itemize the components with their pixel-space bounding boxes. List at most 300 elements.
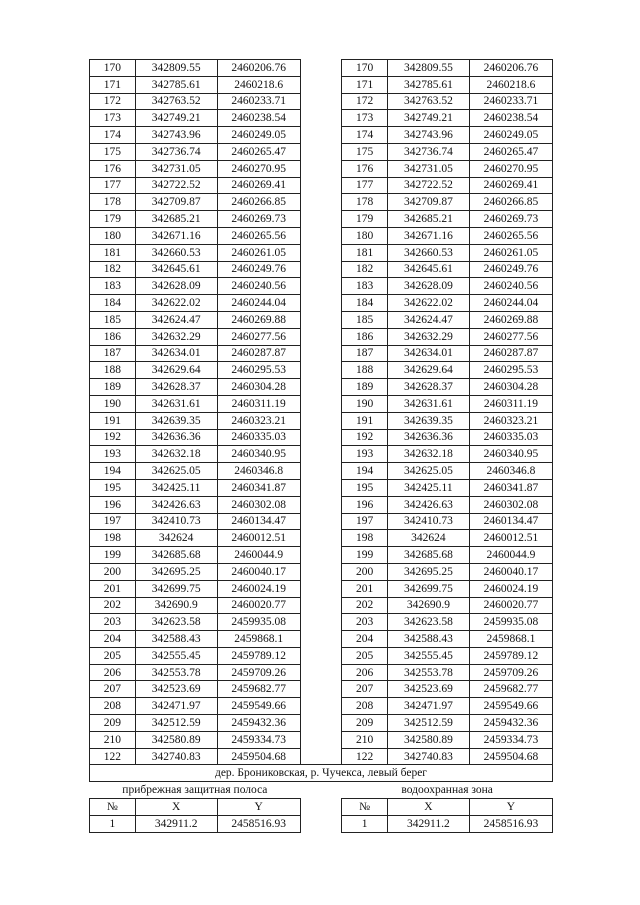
left-point-number: 207	[90, 681, 136, 698]
right-point-number: 207	[342, 681, 388, 698]
column-gap	[300, 110, 342, 127]
right-y-coordinate: 2460266.85	[469, 194, 552, 211]
right-x-coordinate: 342809.55	[387, 60, 469, 77]
left-section-heading: прибрежная защитная полоса	[90, 782, 301, 799]
left-x-coordinate: 342623.58	[135, 614, 217, 631]
right-x-coordinate: 342623.58	[387, 614, 469, 631]
right-section-heading: водоохранная зона	[342, 782, 553, 799]
left-y-coordinate: 2460269.41	[217, 177, 300, 194]
left-y-coordinate: 2460134.47	[217, 513, 300, 530]
right-point-number: 194	[342, 463, 388, 480]
column-gap	[300, 93, 342, 110]
left-y-coordinate: 2460302.08	[217, 496, 300, 513]
left-y-coordinate: 2460020.77	[217, 597, 300, 614]
table-row	[90, 429, 553, 446]
right-y-coordinate: 2459789.12	[469, 647, 552, 664]
left-point-number: 172	[90, 93, 136, 110]
left-point-number: 195	[90, 479, 136, 496]
left-x-coordinate: 342645.61	[135, 261, 217, 278]
right-y-coordinate: 2460240.56	[469, 278, 552, 295]
left-point-number: 188	[90, 362, 136, 379]
left-y-coordinate: 2460244.04	[217, 295, 300, 312]
table-row	[90, 530, 553, 547]
left-y-coordinate: 2460266.85	[217, 194, 300, 211]
right-y-coordinate: 2460269.41	[469, 177, 552, 194]
right-y-coordinate: 2460134.47	[469, 513, 552, 530]
left-point-number: 196	[90, 496, 136, 513]
right-point-number: 186	[342, 328, 388, 345]
left-point-number: 174	[90, 127, 136, 144]
right-x-coordinate: 342743.96	[387, 127, 469, 144]
right-x-coordinate: 342736.74	[387, 143, 469, 160]
right-x-coordinate: 342709.87	[387, 194, 469, 211]
left-col-x-header: X	[135, 799, 217, 816]
right-point-number: 183	[342, 278, 388, 295]
left-y-coordinate: 2460012.51	[217, 530, 300, 547]
column-gap	[300, 278, 342, 295]
column-gap	[300, 295, 342, 312]
right-point-number: 170	[342, 60, 388, 77]
right-point-number: 208	[342, 698, 388, 715]
right-point-number: 179	[342, 211, 388, 228]
right-first-number: 1	[342, 815, 388, 832]
right-point-number: 203	[342, 614, 388, 631]
left-x-coordinate: 342471.97	[135, 698, 217, 715]
table-row	[90, 496, 553, 513]
left-y-coordinate: 2460311.19	[217, 395, 300, 412]
right-y-coordinate: 2460024.19	[469, 580, 552, 597]
left-y-coordinate: 2460277.56	[217, 328, 300, 345]
right-x-coordinate: 342631.61	[387, 395, 469, 412]
right-point-number: 178	[342, 194, 388, 211]
right-y-coordinate: 2460206.76	[469, 60, 552, 77]
column-gap	[300, 194, 342, 211]
table-row	[90, 278, 553, 295]
right-y-coordinate: 2459682.77	[469, 681, 552, 698]
left-point-number: 206	[90, 664, 136, 681]
left-point-number: 199	[90, 547, 136, 564]
left-point-number: 183	[90, 278, 136, 295]
left-point-number: 202	[90, 597, 136, 614]
right-x-coordinate: 342588.43	[387, 631, 469, 648]
right-y-coordinate: 2460311.19	[469, 395, 552, 412]
left-y-coordinate: 2460295.53	[217, 362, 300, 379]
column-gap	[300, 563, 342, 580]
left-x-coordinate: 342749.21	[135, 110, 217, 127]
right-y-coordinate: 2460044.9	[469, 547, 552, 564]
left-x-coordinate: 342743.96	[135, 127, 217, 144]
left-y-coordinate: 2459432.36	[217, 715, 300, 732]
right-point-number: 191	[342, 412, 388, 429]
column-gap	[300, 311, 342, 328]
right-point-number: 200	[342, 563, 388, 580]
left-y-coordinate: 2459504.68	[217, 748, 300, 765]
table-row	[90, 160, 553, 177]
right-point-number: 199	[342, 547, 388, 564]
right-point-number: 197	[342, 513, 388, 530]
right-y-coordinate: 2460287.87	[469, 345, 552, 362]
right-x-coordinate: 342512.59	[387, 715, 469, 732]
right-point-number: 182	[342, 261, 388, 278]
left-x-coordinate: 342690.9	[135, 597, 217, 614]
right-x-coordinate: 342749.21	[387, 110, 469, 127]
left-y-coordinate: 2460024.19	[217, 580, 300, 597]
column-gap	[300, 631, 342, 648]
column-gap	[300, 127, 342, 144]
right-x-coordinate: 342625.05	[387, 463, 469, 480]
table-row	[90, 93, 553, 110]
right-x-coordinate: 342632.18	[387, 446, 469, 463]
right-x-coordinate: 342629.64	[387, 362, 469, 379]
left-x-coordinate: 342671.16	[135, 227, 217, 244]
left-first-x: 342911.2	[135, 815, 217, 832]
column-gap	[300, 597, 342, 614]
left-point-number: 189	[90, 379, 136, 396]
right-y-coordinate: 2460020.77	[469, 597, 552, 614]
left-y-coordinate: 2460340.95	[217, 446, 300, 463]
left-y-coordinate: 2460249.05	[217, 127, 300, 144]
left-point-number: 173	[90, 110, 136, 127]
left-point-number: 184	[90, 295, 136, 312]
left-col-number-header: №	[90, 799, 136, 816]
left-point-number: 190	[90, 395, 136, 412]
left-y-coordinate: 2460323.21	[217, 412, 300, 429]
table-row	[90, 311, 553, 328]
right-y-coordinate: 2460269.73	[469, 211, 552, 228]
right-y-coordinate: 2459334.73	[469, 731, 552, 748]
right-point-number: 205	[342, 647, 388, 664]
right-y-coordinate: 2460218.6	[469, 76, 552, 93]
right-point-number: 210	[342, 731, 388, 748]
table-row	[90, 211, 553, 228]
table-row	[90, 479, 553, 496]
right-x-coordinate: 342622.02	[387, 295, 469, 312]
right-point-number: 176	[342, 160, 388, 177]
left-point-number: 191	[90, 412, 136, 429]
left-x-coordinate: 342622.02	[135, 295, 217, 312]
left-first-y: 2458516.93	[217, 815, 300, 832]
table-row	[90, 647, 553, 664]
column-gap	[300, 547, 342, 564]
left-y-coordinate: 2460269.88	[217, 311, 300, 328]
right-point-number: 198	[342, 530, 388, 547]
column-gap	[300, 530, 342, 547]
right-x-coordinate: 342690.9	[387, 597, 469, 614]
right-x-coordinate: 342636.36	[387, 429, 469, 446]
column-gap	[300, 496, 342, 513]
left-y-coordinate: 2459709.26	[217, 664, 300, 681]
column-gap	[300, 715, 342, 732]
left-point-number: 182	[90, 261, 136, 278]
left-y-coordinate: 2460265.56	[217, 227, 300, 244]
table-row	[90, 463, 553, 480]
table-row	[90, 60, 553, 77]
left-x-coordinate: 342553.78	[135, 664, 217, 681]
right-y-coordinate: 2460346.8	[469, 463, 552, 480]
left-x-coordinate: 342695.25	[135, 563, 217, 580]
left-point-number: 178	[90, 194, 136, 211]
table-row	[90, 227, 553, 244]
left-point-number: 177	[90, 177, 136, 194]
left-point-number: 193	[90, 446, 136, 463]
left-col-y-header: Y	[217, 799, 300, 816]
left-point-number: 197	[90, 513, 136, 530]
column-gap	[300, 580, 342, 597]
left-point-number: 201	[90, 580, 136, 597]
left-point-number: 208	[90, 698, 136, 715]
column-gap	[300, 227, 342, 244]
left-y-coordinate: 2460269.73	[217, 211, 300, 228]
table-row	[90, 412, 553, 429]
table-row	[90, 76, 553, 93]
left-x-coordinate: 342425.11	[135, 479, 217, 496]
column-gap	[300, 446, 342, 463]
right-point-number: 175	[342, 143, 388, 160]
column-gap	[300, 698, 342, 715]
column-gap	[300, 211, 342, 228]
column-gap	[300, 143, 342, 160]
left-x-coordinate: 342660.53	[135, 244, 217, 261]
table-row	[90, 563, 553, 580]
column-gap	[300, 614, 342, 631]
left-x-coordinate: 342685.21	[135, 211, 217, 228]
right-point-number: 122	[342, 748, 388, 765]
table-row	[90, 177, 553, 194]
right-y-coordinate: 2459432.36	[469, 715, 552, 732]
right-col-number-header: №	[342, 799, 388, 816]
table-row	[90, 748, 553, 765]
left-point-number: 205	[90, 647, 136, 664]
left-point-number: 185	[90, 311, 136, 328]
right-point-number: 206	[342, 664, 388, 681]
left-x-coordinate: 342629.64	[135, 362, 217, 379]
right-x-coordinate: 342471.97	[387, 698, 469, 715]
left-point-number: 179	[90, 211, 136, 228]
column-gap	[300, 647, 342, 664]
left-x-coordinate: 342628.37	[135, 379, 217, 396]
left-y-coordinate: 2459549.66	[217, 698, 300, 715]
right-y-coordinate: 2460269.88	[469, 311, 552, 328]
table-row	[90, 731, 553, 748]
left-point-number: 170	[90, 60, 136, 77]
left-x-coordinate: 342785.61	[135, 76, 217, 93]
table-row	[90, 194, 553, 211]
right-point-number: 185	[342, 311, 388, 328]
left-point-number: 192	[90, 429, 136, 446]
right-x-coordinate: 342628.09	[387, 278, 469, 295]
right-x-coordinate: 342740.83	[387, 748, 469, 765]
right-y-coordinate: 2459709.26	[469, 664, 552, 681]
table-row	[90, 715, 553, 732]
column-gap	[300, 681, 342, 698]
right-y-coordinate: 2459935.08	[469, 614, 552, 631]
right-x-coordinate: 342722.52	[387, 177, 469, 194]
left-y-coordinate: 2460218.6	[217, 76, 300, 93]
left-point-number: 194	[90, 463, 136, 480]
right-y-coordinate: 2460277.56	[469, 328, 552, 345]
column-gap	[300, 664, 342, 681]
column-gap	[300, 177, 342, 194]
right-point-number: 192	[342, 429, 388, 446]
right-x-coordinate: 342624.47	[387, 311, 469, 328]
table-row	[90, 513, 553, 530]
right-x-coordinate: 342645.61	[387, 261, 469, 278]
right-point-number: 204	[342, 631, 388, 648]
right-x-coordinate: 342671.16	[387, 227, 469, 244]
coordinates-rows	[90, 60, 553, 765]
right-point-number: 188	[342, 362, 388, 379]
column-gap	[300, 479, 342, 496]
right-first-x: 342911.2	[387, 815, 469, 832]
left-point-number: 210	[90, 731, 136, 748]
section-block	[90, 765, 553, 832]
right-x-coordinate: 342660.53	[387, 244, 469, 261]
right-y-coordinate: 2460249.05	[469, 127, 552, 144]
left-y-coordinate: 2460261.05	[217, 244, 300, 261]
column-gap	[300, 748, 342, 765]
right-point-number: 174	[342, 127, 388, 144]
right-point-number: 195	[342, 479, 388, 496]
left-x-coordinate: 342624.47	[135, 311, 217, 328]
column-gap	[300, 345, 342, 362]
right-point-number: 171	[342, 76, 388, 93]
left-point-number: 122	[90, 748, 136, 765]
right-x-coordinate: 342695.25	[387, 563, 469, 580]
left-point-number: 187	[90, 345, 136, 362]
left-y-coordinate: 2459789.12	[217, 647, 300, 664]
left-x-coordinate: 342639.35	[135, 412, 217, 429]
left-x-coordinate: 342588.43	[135, 631, 217, 648]
right-x-coordinate: 342639.35	[387, 412, 469, 429]
column-gap	[300, 395, 342, 412]
right-y-coordinate: 2460323.21	[469, 412, 552, 429]
right-point-number: 190	[342, 395, 388, 412]
column-gap	[300, 463, 342, 480]
table-row	[90, 345, 553, 362]
left-y-coordinate: 2459868.1	[217, 631, 300, 648]
left-y-coordinate: 2460346.8	[217, 463, 300, 480]
right-x-coordinate: 342685.21	[387, 211, 469, 228]
left-y-coordinate: 2460249.76	[217, 261, 300, 278]
right-y-coordinate: 2460261.05	[469, 244, 552, 261]
table-row	[90, 664, 553, 681]
table-row	[90, 698, 553, 715]
left-y-coordinate: 2460040.17	[217, 563, 300, 580]
left-point-number: 175	[90, 143, 136, 160]
right-col-x-header: X	[387, 799, 469, 816]
left-point-number: 171	[90, 76, 136, 93]
column-gap	[300, 76, 342, 93]
table-row	[90, 681, 553, 698]
left-point-number: 181	[90, 244, 136, 261]
left-x-coordinate: 342523.69	[135, 681, 217, 698]
table-row	[90, 143, 553, 160]
table-row	[90, 244, 553, 261]
left-y-coordinate: 2460335.03	[217, 429, 300, 446]
left-y-coordinate: 2459935.08	[217, 614, 300, 631]
table-row	[90, 631, 553, 648]
column-gap	[300, 160, 342, 177]
right-y-coordinate: 2460340.95	[469, 446, 552, 463]
right-first-y: 2458516.93	[469, 815, 552, 832]
left-x-coordinate: 342731.05	[135, 160, 217, 177]
left-y-coordinate: 2460287.87	[217, 345, 300, 362]
column-gap	[300, 412, 342, 429]
right-x-coordinate: 342624	[387, 530, 469, 547]
right-point-number: 201	[342, 580, 388, 597]
right-y-coordinate: 2459549.66	[469, 698, 552, 715]
table-row	[90, 295, 553, 312]
right-y-coordinate: 2460335.03	[469, 429, 552, 446]
column-gap	[300, 429, 342, 446]
left-x-coordinate: 342426.63	[135, 496, 217, 513]
column-gap	[300, 379, 342, 396]
table-row	[90, 127, 553, 144]
right-y-coordinate: 2460341.87	[469, 479, 552, 496]
left-x-coordinate: 342580.89	[135, 731, 217, 748]
right-point-number: 173	[342, 110, 388, 127]
left-point-number: 209	[90, 715, 136, 732]
left-x-coordinate: 342740.83	[135, 748, 217, 765]
left-point-number: 200	[90, 563, 136, 580]
left-x-coordinate: 342625.05	[135, 463, 217, 480]
left-x-coordinate: 342632.18	[135, 446, 217, 463]
left-x-coordinate: 342632.29	[135, 328, 217, 345]
right-y-coordinate: 2460265.56	[469, 227, 552, 244]
left-x-coordinate: 342763.52	[135, 93, 217, 110]
right-x-coordinate: 342410.73	[387, 513, 469, 530]
right-x-coordinate: 342555.45	[387, 647, 469, 664]
table-row	[90, 362, 553, 379]
right-point-number: 181	[342, 244, 388, 261]
right-x-coordinate: 342580.89	[387, 731, 469, 748]
right-x-coordinate: 342426.63	[387, 496, 469, 513]
left-y-coordinate: 2459334.73	[217, 731, 300, 748]
right-point-number: 209	[342, 715, 388, 732]
right-y-coordinate: 2460265.47	[469, 143, 552, 160]
right-y-coordinate: 2460302.08	[469, 496, 552, 513]
left-y-coordinate: 2460341.87	[217, 479, 300, 496]
table-row	[90, 614, 553, 631]
left-point-number: 204	[90, 631, 136, 648]
right-point-number: 180	[342, 227, 388, 244]
right-point-number: 177	[342, 177, 388, 194]
left-point-number: 203	[90, 614, 136, 631]
right-point-number: 189	[342, 379, 388, 396]
left-x-coordinate: 342624	[135, 530, 217, 547]
right-x-coordinate: 342628.37	[387, 379, 469, 396]
right-x-coordinate: 342553.78	[387, 664, 469, 681]
right-x-coordinate: 342425.11	[387, 479, 469, 496]
left-point-number: 186	[90, 328, 136, 345]
table-row	[90, 597, 553, 614]
right-x-coordinate: 342634.01	[387, 345, 469, 362]
left-y-coordinate: 2460206.76	[217, 60, 300, 77]
left-y-coordinate: 2460044.9	[217, 547, 300, 564]
coordinates-table	[89, 59, 553, 833]
column-gap	[300, 731, 342, 748]
left-x-coordinate: 342555.45	[135, 647, 217, 664]
left-y-coordinate: 2460238.54	[217, 110, 300, 127]
left-y-coordinate: 2460270.95	[217, 160, 300, 177]
left-x-coordinate: 342685.68	[135, 547, 217, 564]
left-y-coordinate: 2459682.77	[217, 681, 300, 698]
left-x-coordinate: 342699.75	[135, 580, 217, 597]
right-point-number: 193	[342, 446, 388, 463]
left-y-coordinate: 2460265.47	[217, 143, 300, 160]
table-row	[90, 110, 553, 127]
left-x-coordinate: 342709.87	[135, 194, 217, 211]
